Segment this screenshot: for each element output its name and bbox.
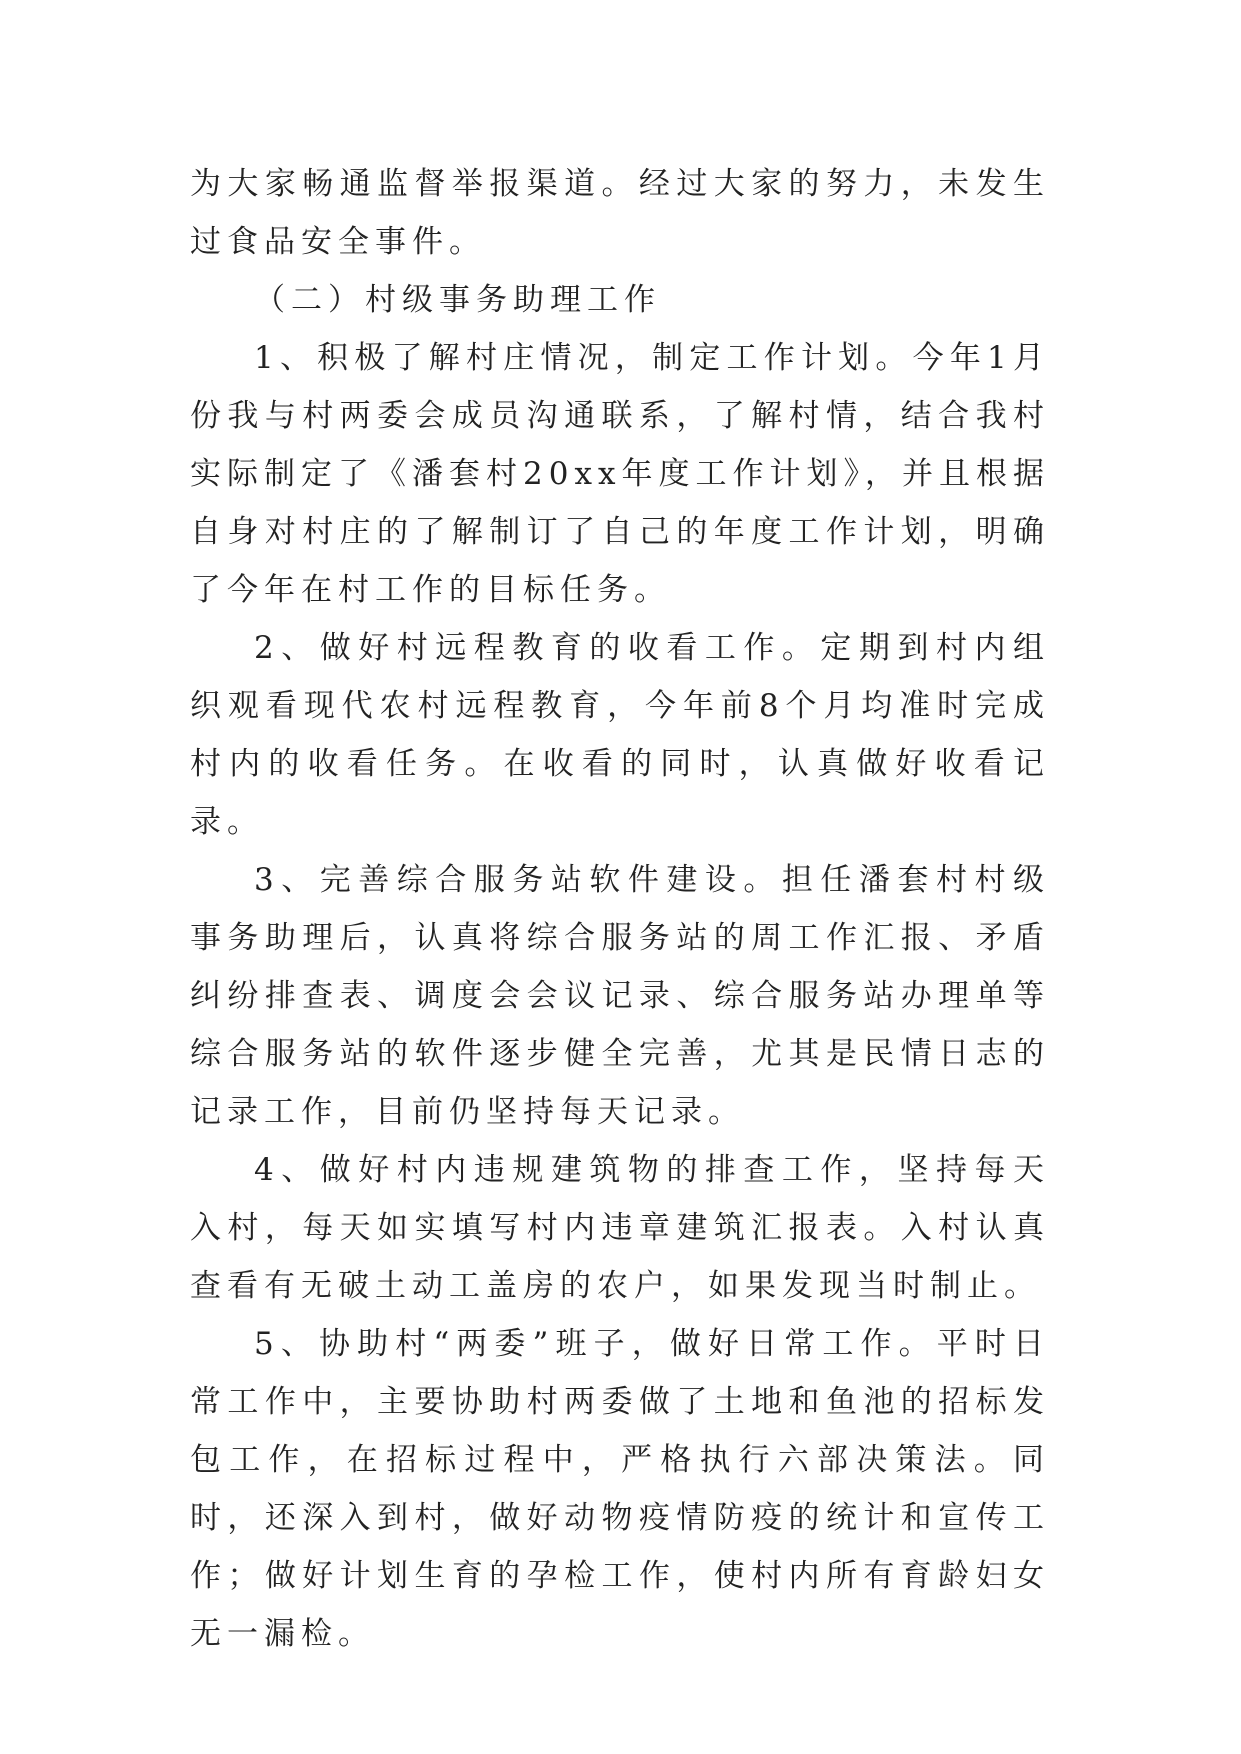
paragraph-item-5: 5、协助村“两委”班子，做好日常工作。平时日常工作中，主要协助村两委做了土地和鱼池的招标发包工作，在招标过程中，严格执行六部决策法。同时，还深入到村，做好动物疫情防疫的统计和宣传工作；做好计划生育的孕检工作，使村内所有育龄妇女无一漏检。 bbox=[190, 1326, 1050, 1652]
section-heading-village-affairs: （二）村级事务助理工作 bbox=[254, 282, 661, 318]
paragraph-item-1: 1、积极了解村庄情况，制定工作计划。今年1月份我与村两委会成员沟通联系，了解村情，结合我村实际制定了《潘套村20xx年度工作计划》，并且根据自身对村庄的了解制订了自己的年度工作计划，明确了今年在村工作的目标任务。 bbox=[190, 340, 1050, 608]
document-body bbox=[190, 155, 1050, 1663]
paragraph-item-3: 3、完善综合服务站软件建设。担任潘套村村级事务助理后，认真将综合服务站的周工作汇报、矛盾纠纷排查表、调度会会议记录、综合服务站办理单等综合服务站的软件逐步健全完善，尤其是民情日志的记录工作，目前仍坚持每天记录。 bbox=[190, 862, 1050, 1130]
paragraph-item-4: 4、做好村内违规建筑物的排查工作，坚持每天入村，每天如实填写村内违章建筑汇报表。入村认真查看有无破土动工盖房的农户，如果发现当时制止。 bbox=[190, 1152, 1050, 1304]
paragraph-item-2: 2、做好村远程教育的收看工作。定期到村内组织观看现代农村远程教育，今年前8个月均准时完成村内的收看任务。在收看的同时，认真做好收看记录。 bbox=[190, 630, 1050, 840]
paragraph-food-safety-continuation: 为大家畅通监督举报渠道。经过大家的努力，未发生过食品安全事件。 bbox=[190, 166, 1050, 260]
